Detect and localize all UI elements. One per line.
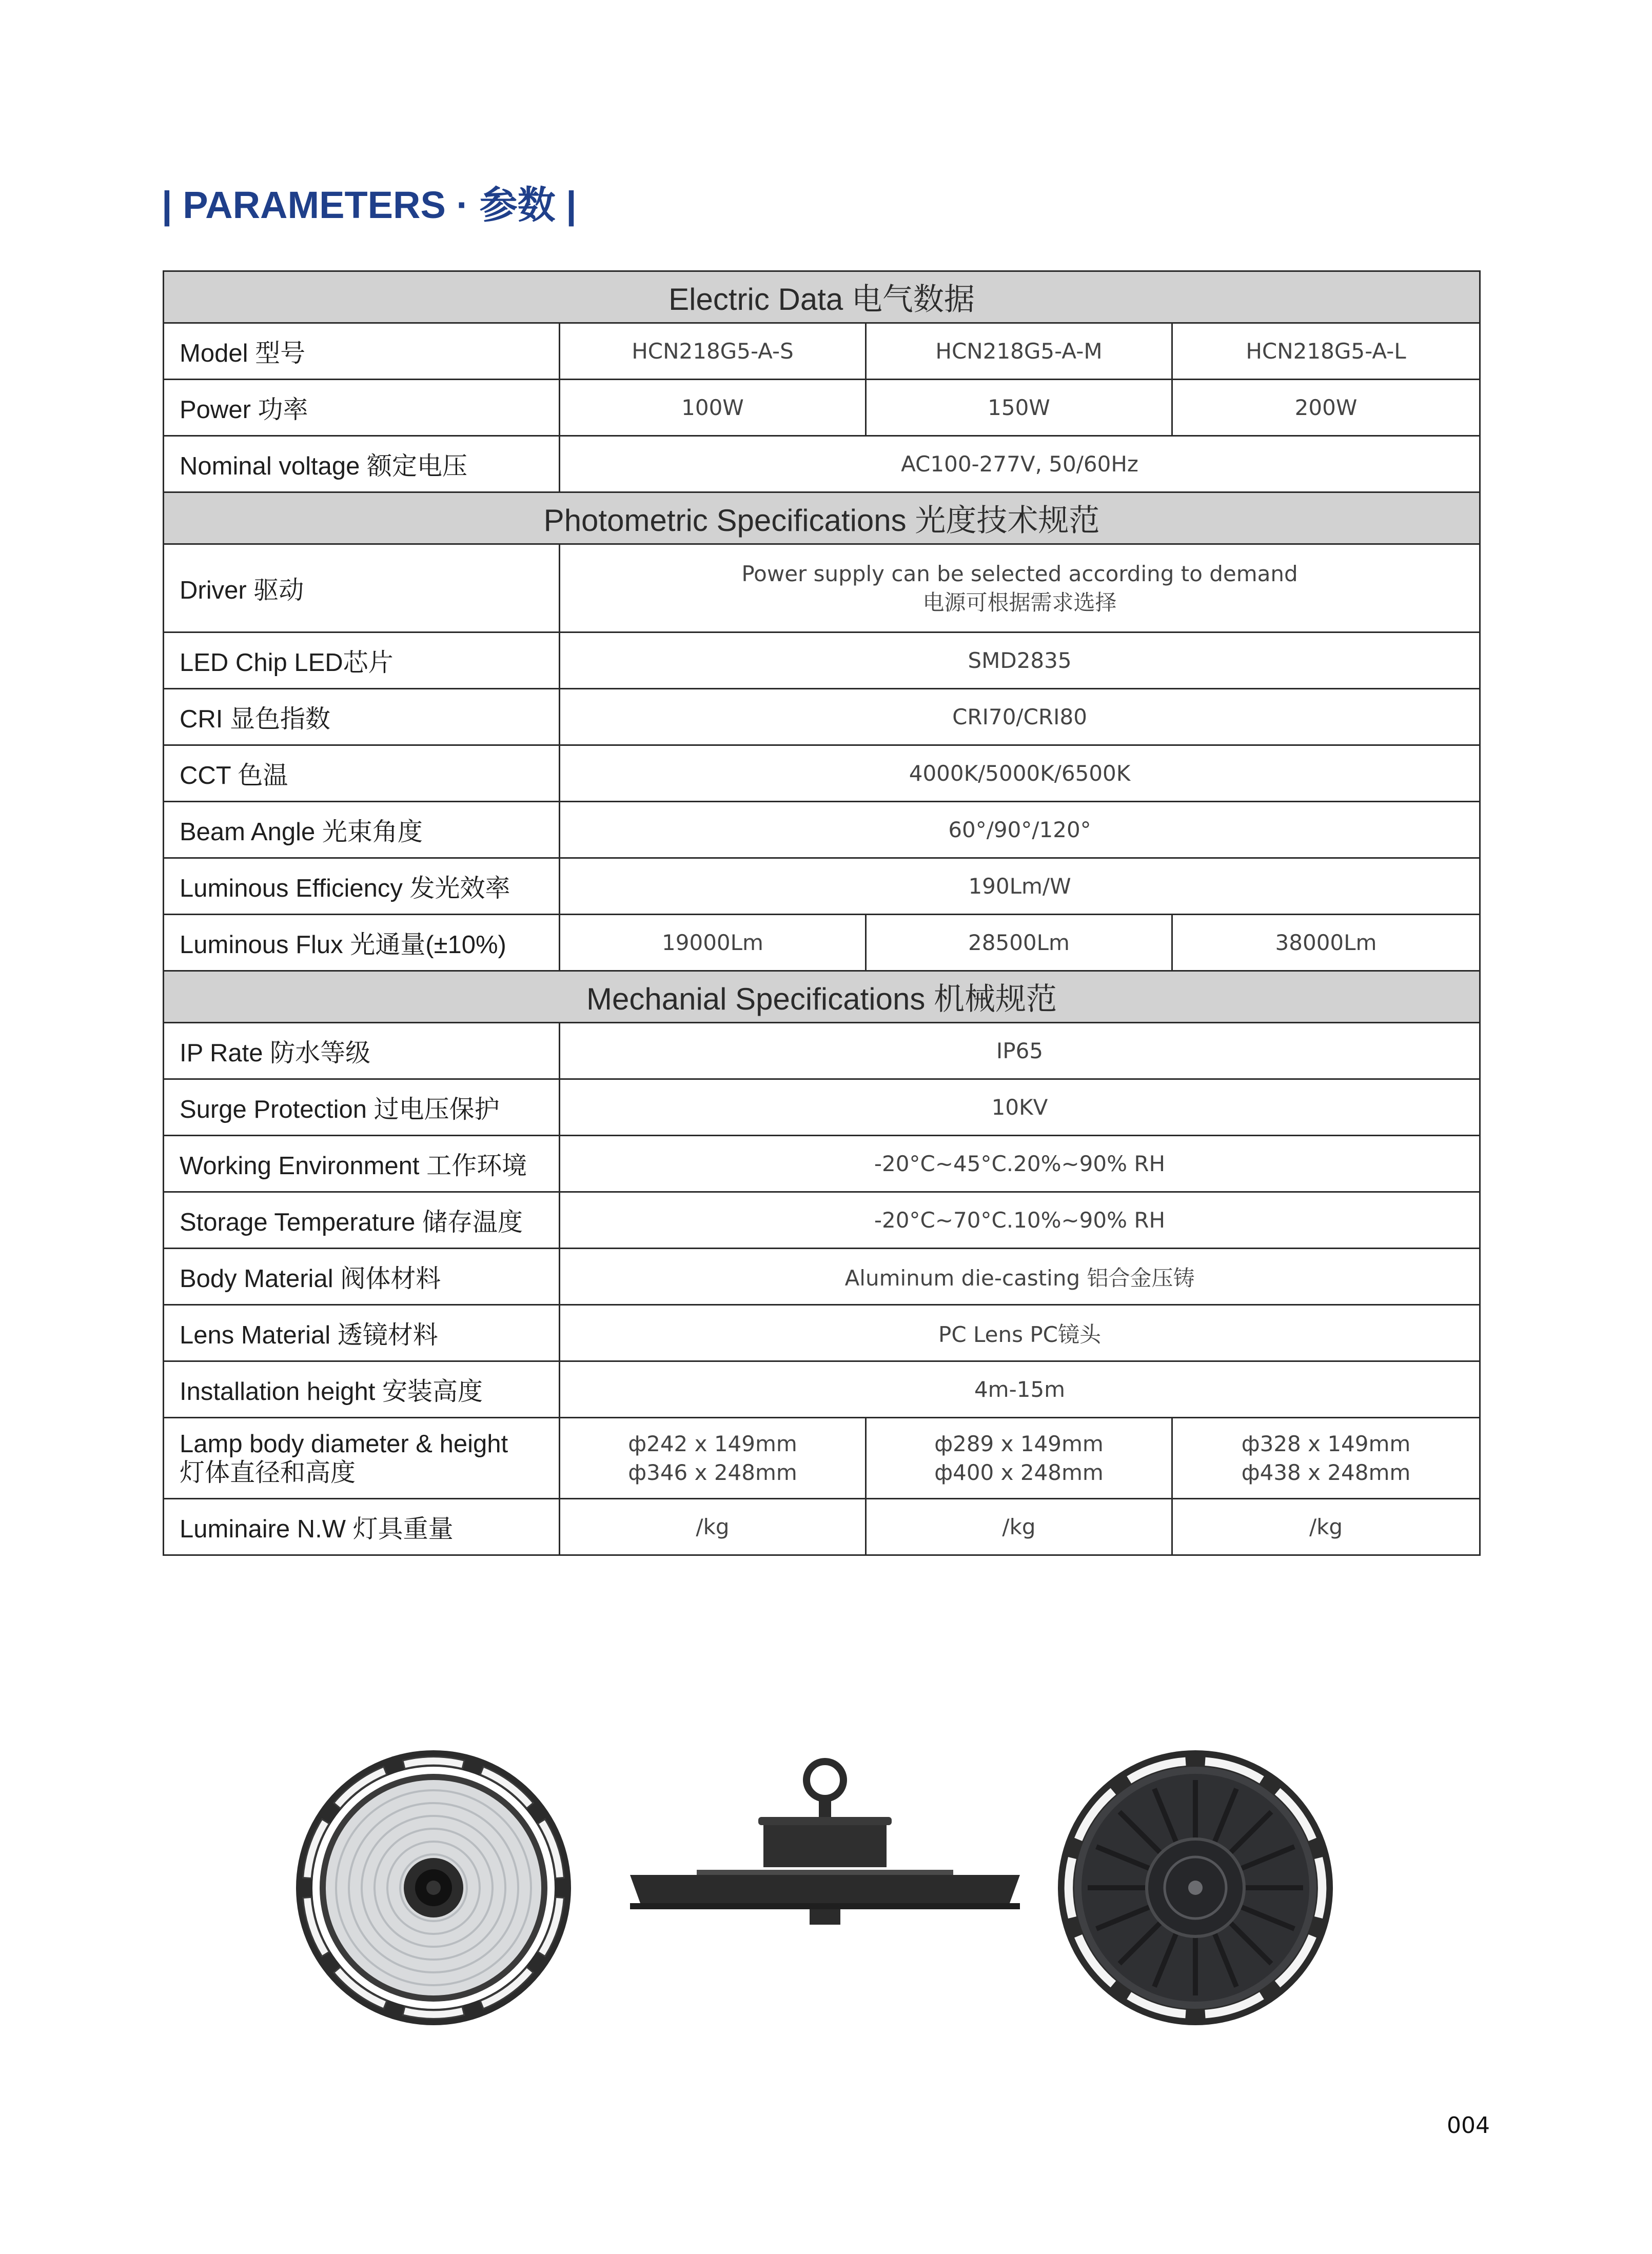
row-ip xyxy=(164,1023,1480,1079)
cell-value xyxy=(560,1418,866,1499)
dimension-small: ф289 x 149mm xyxy=(934,1431,1104,1456)
cell-value: 200W xyxy=(1172,380,1480,436)
row-label: Luminous Efficiency 发光效率 xyxy=(164,858,560,915)
cell-value: 28500Lm xyxy=(866,915,1172,971)
row-label: CCT 色温 xyxy=(164,745,560,802)
row-beam xyxy=(164,802,1480,858)
cell-value: 100W xyxy=(560,380,866,436)
row-lens xyxy=(164,1305,1480,1361)
cell-value: 4m-15m xyxy=(560,1361,1480,1418)
spec-table xyxy=(163,270,1481,1556)
lamp-front-image xyxy=(296,1750,571,2025)
row-flux xyxy=(164,915,1480,971)
product-images xyxy=(0,1729,1652,2047)
cell-value: 10KV xyxy=(560,1079,1480,1136)
section-electric xyxy=(164,271,1480,323)
cell-value: 38000Lm xyxy=(1172,915,1480,971)
row-label: Surge Protection 过电压保护 xyxy=(164,1079,560,1136)
cell-value xyxy=(866,1418,1172,1499)
row-label: Driver 驱动 xyxy=(164,544,560,632)
row-label: Lens Material 透镜材料 xyxy=(164,1305,560,1361)
lamp-back-image xyxy=(1058,1750,1333,2025)
row-dimension xyxy=(164,1418,1480,1499)
lamp-side-image xyxy=(630,1762,1020,1925)
cell-value: -20°C~45°C.20%~90% RH xyxy=(560,1136,1480,1192)
cell-value: Aluminum die-casting 铝合金压铸 xyxy=(560,1249,1480,1305)
cell-value xyxy=(1172,1418,1480,1499)
cell-value: HCN218G5-A-L xyxy=(1172,323,1480,380)
cell-value: HCN218G5-A-M xyxy=(866,323,1172,380)
cell-value: CRI70/CRI80 xyxy=(560,689,1480,745)
row-label: Body Material 阀体材料 xyxy=(164,1249,560,1305)
page-title: | PARAMETERS · 参数 | xyxy=(162,184,577,226)
row-working xyxy=(164,1136,1480,1192)
row-cri xyxy=(164,689,1480,745)
dimension-large: ф400 x 248mm xyxy=(934,1459,1104,1485)
row-surge xyxy=(164,1079,1480,1136)
cell-value: AC100-277V, 50/60Hz xyxy=(560,436,1480,492)
section-photometric-title: Photometric Specifications 光度技术规范 xyxy=(164,492,1480,544)
cell-value: HCN218G5-A-S xyxy=(560,323,866,380)
cell-value xyxy=(560,544,1480,632)
row-label: Storage Temperature 储存温度 xyxy=(164,1192,560,1249)
cell-value: SMD2835 xyxy=(560,632,1480,689)
row-driver xyxy=(164,544,1480,632)
section-photometric xyxy=(164,492,1480,544)
dimension-large: ф438 x 248mm xyxy=(1241,1459,1411,1485)
row-label: Installation height 安装高度 xyxy=(164,1361,560,1418)
row-voltage xyxy=(164,436,1480,492)
cell-value: 190Lm/W xyxy=(560,858,1480,915)
row-chip xyxy=(164,632,1480,689)
row-install xyxy=(164,1361,1480,1418)
row-label: Nominal voltage 额定电压 xyxy=(164,436,560,492)
cell-value: 4000K/5000K/6500K xyxy=(560,745,1480,802)
cell-value: 19000Lm xyxy=(560,915,866,971)
dimension-small: ф242 x 149mm xyxy=(628,1431,797,1456)
row-weight xyxy=(164,1499,1480,1555)
dimension-small: ф328 x 149mm xyxy=(1241,1431,1411,1456)
dimension-label-en: Lamp body diameter & height xyxy=(180,1430,508,1458)
row-power xyxy=(164,380,1480,436)
row-model xyxy=(164,323,1480,380)
row-label: Working Environment 工作环境 xyxy=(164,1136,560,1192)
row-efficiency xyxy=(164,858,1480,915)
cell-value: -20°C~70°C.10%~90% RH xyxy=(560,1192,1480,1249)
row-label: CRI 显色指数 xyxy=(164,689,560,745)
driver-line-cn: 电源可根据需求选择 xyxy=(922,589,1117,615)
row-body xyxy=(164,1249,1480,1305)
row-cct xyxy=(164,745,1480,802)
section-mechanical xyxy=(164,971,1480,1023)
row-storage xyxy=(164,1192,1480,1249)
dimension-label-cn: 灯体直径和高度 xyxy=(180,1458,356,1487)
row-label: Model 型号 xyxy=(164,323,560,380)
row-label: Power 功率 xyxy=(164,380,560,436)
cell-value: /kg xyxy=(1172,1499,1480,1555)
cell-value: 60°/90°/120° xyxy=(560,802,1480,858)
row-label xyxy=(164,1418,560,1499)
cell-value: IP65 xyxy=(560,1023,1480,1079)
row-label: Luminaire N.W 灯具重量 xyxy=(164,1499,560,1555)
cell-value: /kg xyxy=(560,1499,866,1555)
page-number: 004 xyxy=(1447,2112,1490,2139)
row-label: Luminous Flux 光通量(±10%) xyxy=(164,915,560,971)
cell-value: PC Lens PC镜头 xyxy=(560,1305,1480,1361)
section-mechanical-title: Mechanial Specifications 机械规范 xyxy=(164,971,1480,1023)
driver-line-en: Power supply can be selected according to demand xyxy=(741,561,1298,586)
dimension-large: ф346 x 248mm xyxy=(628,1459,797,1485)
row-label: Beam Angle 光束角度 xyxy=(164,802,560,858)
cell-value: /kg xyxy=(866,1499,1172,1555)
row-label: LED Chip LED芯片 xyxy=(164,632,560,689)
cell-value: 150W xyxy=(866,380,1172,436)
section-electric-title: Electric Data 电气数据 xyxy=(164,271,1480,323)
row-label: IP Rate 防水等级 xyxy=(164,1023,560,1079)
